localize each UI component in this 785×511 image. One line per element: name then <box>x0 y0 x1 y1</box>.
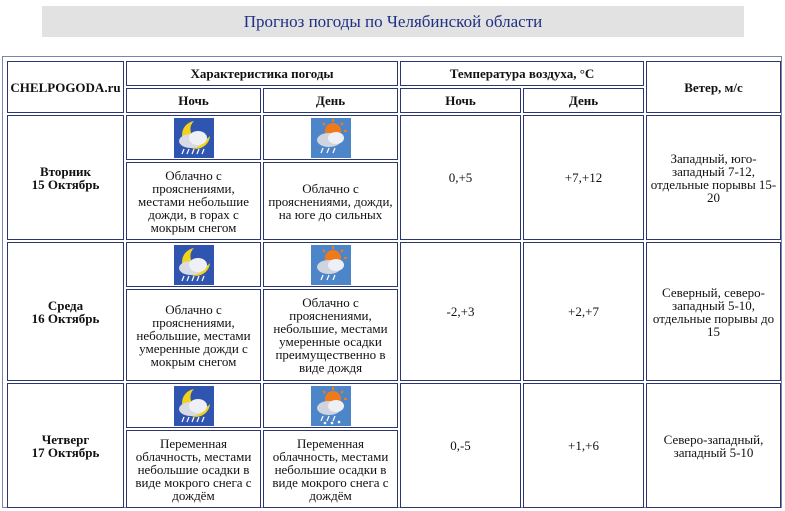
night-desc: Облачно с прояснениями, местами небольшие дожди, в горах с мокрым снегом <box>126 162 261 240</box>
temp-day: +7,+12 <box>523 115 644 240</box>
night-icon-cell <box>126 115 261 160</box>
moon-cloud-rain-snow-icon <box>174 386 214 426</box>
night-desc: Переменная облачность, местами небольшие осадки в виде мокрого снега с дождём <box>126 430 261 508</box>
temp-night: 0,+5 <box>400 115 521 240</box>
moon-cloud-rain-snow-icon <box>174 118 214 158</box>
day-desc: Переменная облачность, местами небольшие осадки в виде мокрого снега с дождём <box>263 430 398 508</box>
sun-cloud-rain-icon <box>311 245 351 285</box>
night-icon-cell <box>126 242 261 287</box>
temp-day-header: День <box>523 88 644 113</box>
night-desc: Облачно с прояснениями, небольшие, местами умеренные дожди с мокрым снегом <box>126 289 261 381</box>
wind-desc: Северо-западный, западный 5-10 <box>646 383 781 508</box>
weather-group-header: Характеристика погоды <box>126 61 398 86</box>
wind-header: Ветер, м/с <box>646 61 781 113</box>
temp-night: 0,-5 <box>400 383 521 508</box>
weekday: Среда <box>47 297 84 313</box>
temp-day: +1,+6 <box>523 383 644 508</box>
day-label <box>7 115 124 240</box>
wind-desc: Западный, юго-западный 7-12, отдельные порывы 15-20 <box>646 115 781 240</box>
wind-desc: Северный, северо-западный 5-10, отдельные порывы до 15 <box>646 242 781 381</box>
day-icon-cell <box>263 115 398 160</box>
temp-day: +2,+7 <box>523 242 644 381</box>
sun-cloud-rain-icon <box>311 118 351 158</box>
page-title: Прогноз погоды по Челябинской области <box>42 6 744 37</box>
date: 16 Октябрь <box>31 310 100 326</box>
date: 15 Октябрь <box>31 176 100 192</box>
weather-day-header: День <box>263 88 398 113</box>
day-desc: Облачно с прояснениями, небольшие, местами умеренные осадки преимущественно в виде дождя <box>263 289 398 381</box>
day-label <box>7 242 124 381</box>
weekday: Вторник <box>39 163 92 179</box>
temp-night: -2,+3 <box>400 242 521 381</box>
night-icon-cell <box>126 383 261 428</box>
temperature-group-header: Температура воздуха, °С <box>400 61 644 86</box>
sun-cloud-rain-snow-icon <box>311 386 351 426</box>
weather-night-header: Ночь <box>126 88 261 113</box>
weekday: Четверг <box>41 431 90 447</box>
day-desc: Облачно с прояснениями, дожди, на юге до сильных <box>263 162 398 240</box>
temp-night-header: Ночь <box>400 88 521 113</box>
site-name: CHELPOGODA.ru <box>7 61 124 113</box>
day-icon-cell <box>263 383 398 428</box>
forecast-table <box>5 59 783 510</box>
forecast-frame <box>2 56 782 508</box>
day-icon-cell <box>263 242 398 287</box>
day-label <box>7 383 124 508</box>
date: 17 Октябрь <box>31 444 100 460</box>
moon-cloud-rain-snow-icon <box>174 245 214 285</box>
